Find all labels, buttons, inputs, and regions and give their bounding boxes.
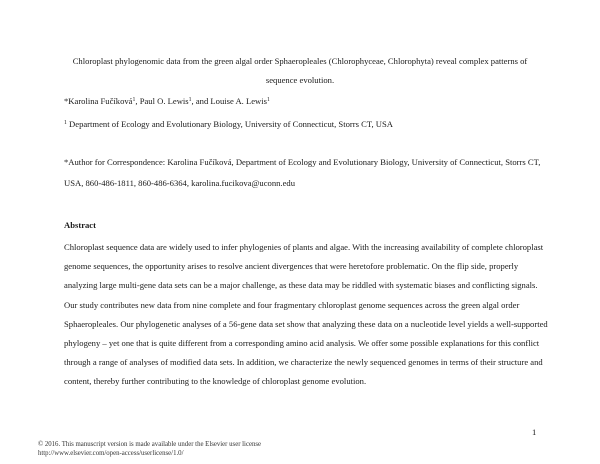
affiliation-marker: 1 bbox=[132, 97, 136, 103]
author-name: Louise A. Lewis bbox=[210, 96, 267, 106]
author-separator: , bbox=[135, 96, 140, 106]
author-name: Paul O. Lewis bbox=[139, 96, 189, 106]
correspondence-note: *Author for Correspondence: Karolina Fučíková, Department of Ecology and Evolutionary Biology, University of Connecticut, Storrs CT, USA, 860-486-1811, 860-486-6364, karolina.fucikova@uconn.edu bbox=[64, 157, 541, 188]
author-name: *Karolina Fučíková bbox=[64, 96, 133, 106]
title-line-1: Chloroplast phylogenomic data from the green algal order Sphaeropleales (Chlorophyceae, Chlorophyta) reveal complex patterns of bbox=[72, 56, 528, 66]
page-number: 1 bbox=[532, 427, 537, 437]
license-footer bbox=[38, 440, 261, 458]
affiliation-marker: 1 bbox=[188, 97, 192, 103]
abstract-text: Chloroplast sequence data are widely used to infer phylogenies of plants and algae. With the increasing availability of complete chloroplast genome sequences, the opportunity arises to resolve ancient divergences that were heretofore problematic. On the flip side, properly analyzing large multi-gene data sets can be a major challenge, as these data may be riddled with systematic biases and conflicting signals. Our study contributes new data from nine complete and four fragmentary chloroplast genome sequences across the green algal order Sphaeropleales. Our phylogenetic analyses of a 56-gene data set show that analyzing these data on a nucleotide level yields a well-supported phylogeny – yet one that is quite different from a corresponding amino acid analysis. We offer some possible explanations for this conflict through a range of analyses of modified data sets. In addition, we characterize the newly sequenced genomes in terms of their structure and content, thereby further contributing to the knowledge of chloroplast genome evolution. bbox=[64, 242, 548, 387]
affiliation-text: Department of Ecology and Evolutionary Biology, University of Connecticut, Storrs CT, USA bbox=[66, 119, 393, 129]
paper-title bbox=[40, 52, 560, 90]
affiliation bbox=[64, 117, 393, 131]
author-separator: , and bbox=[191, 96, 211, 106]
affiliation-marker: 1 bbox=[64, 120, 67, 126]
affiliation-marker: 1 bbox=[266, 97, 270, 103]
license-statement: © 2016. This manuscript version is made available under the Elsevier user license bbox=[38, 441, 262, 448]
abstract-heading: Abstract bbox=[64, 220, 96, 230]
author-list bbox=[64, 94, 270, 108]
license-link[interactable]: http://www.elsevier.com/open-access/userlicense/1.0/ bbox=[38, 450, 184, 457]
title-line-2: sequence evolution. bbox=[265, 75, 335, 85]
